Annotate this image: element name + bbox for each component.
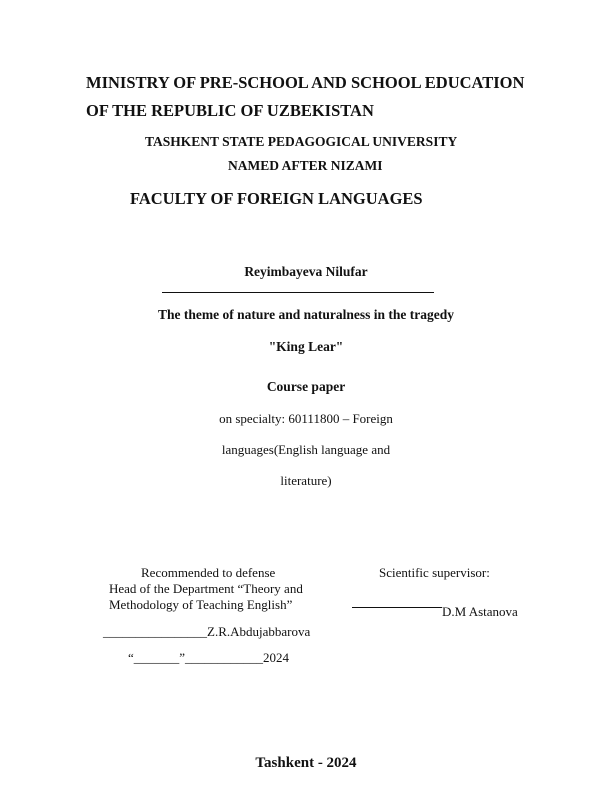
supervisor-label: Scientific supervisor:	[379, 565, 490, 580]
ministry-line-2: OF THE REPUBLIC OF UZBEKISTAN	[86, 101, 374, 120]
supervisor-signature-rule	[352, 607, 442, 608]
recommendation-date: “_______”____________2024	[128, 650, 290, 665]
specialty-line-2: languages(English language and	[221, 442, 391, 457]
author-underline	[162, 292, 434, 293]
ministry-line-1: MINISTRY OF PRE-SCHOOL AND SCHOOL EDUCATION	[86, 73, 525, 92]
specialty-line-3: literature)	[280, 473, 332, 488]
paper-title-line-1: The theme of nature and naturalness in the tragedy	[157, 307, 454, 322]
recommendation-line-2: Head of the Department “Theory and	[109, 581, 303, 596]
head-signature-line: ________________Z.R.Abdujabbarova	[103, 624, 311, 639]
supervisor-name: D.M Astanova	[442, 604, 518, 619]
faculty-name: FACULTY OF FOREIGN LANGUAGES	[130, 189, 423, 208]
footer-city-year: Tashkent - 2024	[255, 755, 357, 771]
university-line-2: NAMED AFTER NIZAMI	[228, 158, 383, 173]
specialty-line-1: on specialty: 60111800 – Foreign	[219, 411, 393, 426]
university-line-1: TASHKENT STATE PEDAGOGICAL UNIVERSITY	[145, 134, 458, 149]
paper-type: Course paper	[266, 379, 346, 394]
recommendation-line-1: Recommended to defense	[141, 565, 276, 580]
author-name: Reyimbayeva Nilufar	[244, 264, 368, 279]
paper-title-line-2: "King Lear"	[268, 339, 344, 354]
recommendation-line-3: Methodology of Teaching English”	[109, 597, 293, 612]
